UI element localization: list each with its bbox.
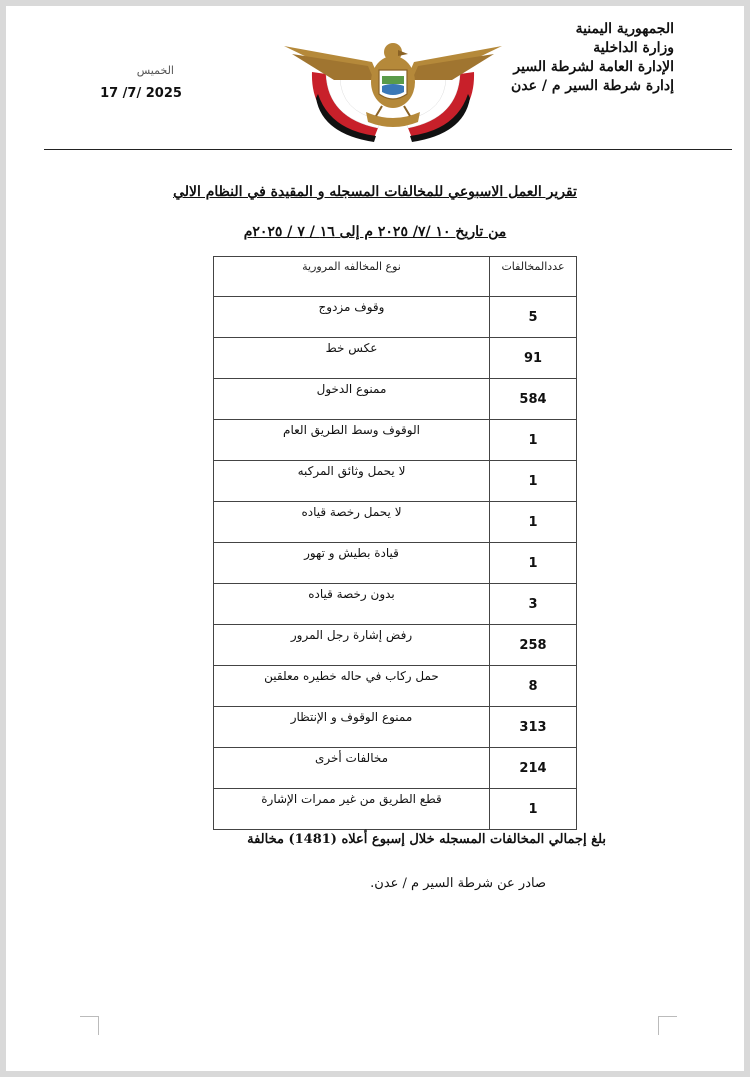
- violation-count: 91: [490, 338, 577, 379]
- violation-count: 214: [490, 748, 577, 789]
- violation-type: ممنوع الدخول: [214, 379, 490, 420]
- violation-count: 258: [490, 625, 577, 666]
- table-row: [214, 748, 577, 789]
- total-summary: بلغ إجمالي المخالفات المسجله خلال إسبوع أعلاه (1481) مخالفة: [247, 832, 606, 847]
- issued-by: صادر عن شرطة السير م / عدن.: [370, 876, 546, 891]
- violation-type: لا يحمل وثائق المركبه: [214, 461, 490, 502]
- header-line-3: الإدارة العامة لشرطة السير: [513, 59, 674, 75]
- violation-type: الوقوف وسط الطريق العام: [214, 420, 490, 461]
- crop-mark-right: [658, 1016, 677, 1035]
- violation-type: قطع الطريق من غير ممرات الإشارة: [214, 789, 490, 830]
- violation-count: 1: [490, 502, 577, 543]
- table-row: [214, 338, 577, 379]
- violation-count: 8: [490, 666, 577, 707]
- violations-table: [213, 256, 577, 830]
- violation-type: قيادة بطيش و تهور: [214, 543, 490, 584]
- table-row: [214, 789, 577, 830]
- column-header-count: عددالمخالفات: [490, 257, 577, 297]
- table-header-row: [214, 257, 577, 297]
- violation-type: عكس خط: [214, 338, 490, 379]
- violation-count: 5: [490, 297, 577, 338]
- table-row: [214, 420, 577, 461]
- table-row: [214, 543, 577, 584]
- violation-count: 1: [490, 461, 577, 502]
- violation-count: 313: [490, 707, 577, 748]
- violation-type: حمل ركاب في حاله خطيره معلقين: [214, 666, 490, 707]
- yemen-eagle-emblem-icon: [282, 32, 504, 144]
- table-row: [214, 502, 577, 543]
- table-row: [214, 584, 577, 625]
- crop-mark-left: [80, 1016, 99, 1035]
- document-page: [6, 6, 744, 1071]
- table-row: [214, 297, 577, 338]
- report-period: من تاريخ ١٠ /٧/ ٢٠٢٥ م إلى ١٦ / ٧ / ٢٠٢٥م: [243, 224, 507, 240]
- column-header-type: نوع المخالفه المرورية: [214, 257, 490, 297]
- violation-count: 1: [490, 420, 577, 461]
- header-line-2: وزارة الداخلية: [593, 40, 674, 56]
- table-row: [214, 625, 577, 666]
- ministry-header: [511, 20, 674, 96]
- table-row: [214, 707, 577, 748]
- violation-type: بدون رخصة قياده: [214, 584, 490, 625]
- violation-type: ممنوع الوقوف و الإنتظار: [214, 707, 490, 748]
- violation-type: مخالفات أخرى: [214, 748, 490, 789]
- table-row: [214, 379, 577, 420]
- violation-count: 3: [490, 584, 577, 625]
- header-line-4: إدارة شرطة السير م / عدن: [511, 78, 674, 94]
- day-label: الخميس: [136, 64, 174, 77]
- violation-count: 584: [490, 379, 577, 420]
- violation-count: 1: [490, 789, 577, 830]
- table-row: [214, 461, 577, 502]
- violation-type: لا يحمل رخصة قياده: [214, 502, 490, 543]
- header-line-1: الجمهورية اليمنية: [575, 21, 674, 37]
- violation-type: رفض إشارة رجل المرور: [214, 625, 490, 666]
- violation-count: 1: [490, 543, 577, 584]
- violation-type: وقوف مزدوج: [214, 297, 490, 338]
- date-label: 17 /7/ 2025: [100, 86, 182, 101]
- header-divider: [44, 149, 732, 150]
- report-title: تقرير العمل الاسبوعي للمخالفات المسجله و المقيدة في النظام الالي: [173, 184, 577, 200]
- table-row: [214, 666, 577, 707]
